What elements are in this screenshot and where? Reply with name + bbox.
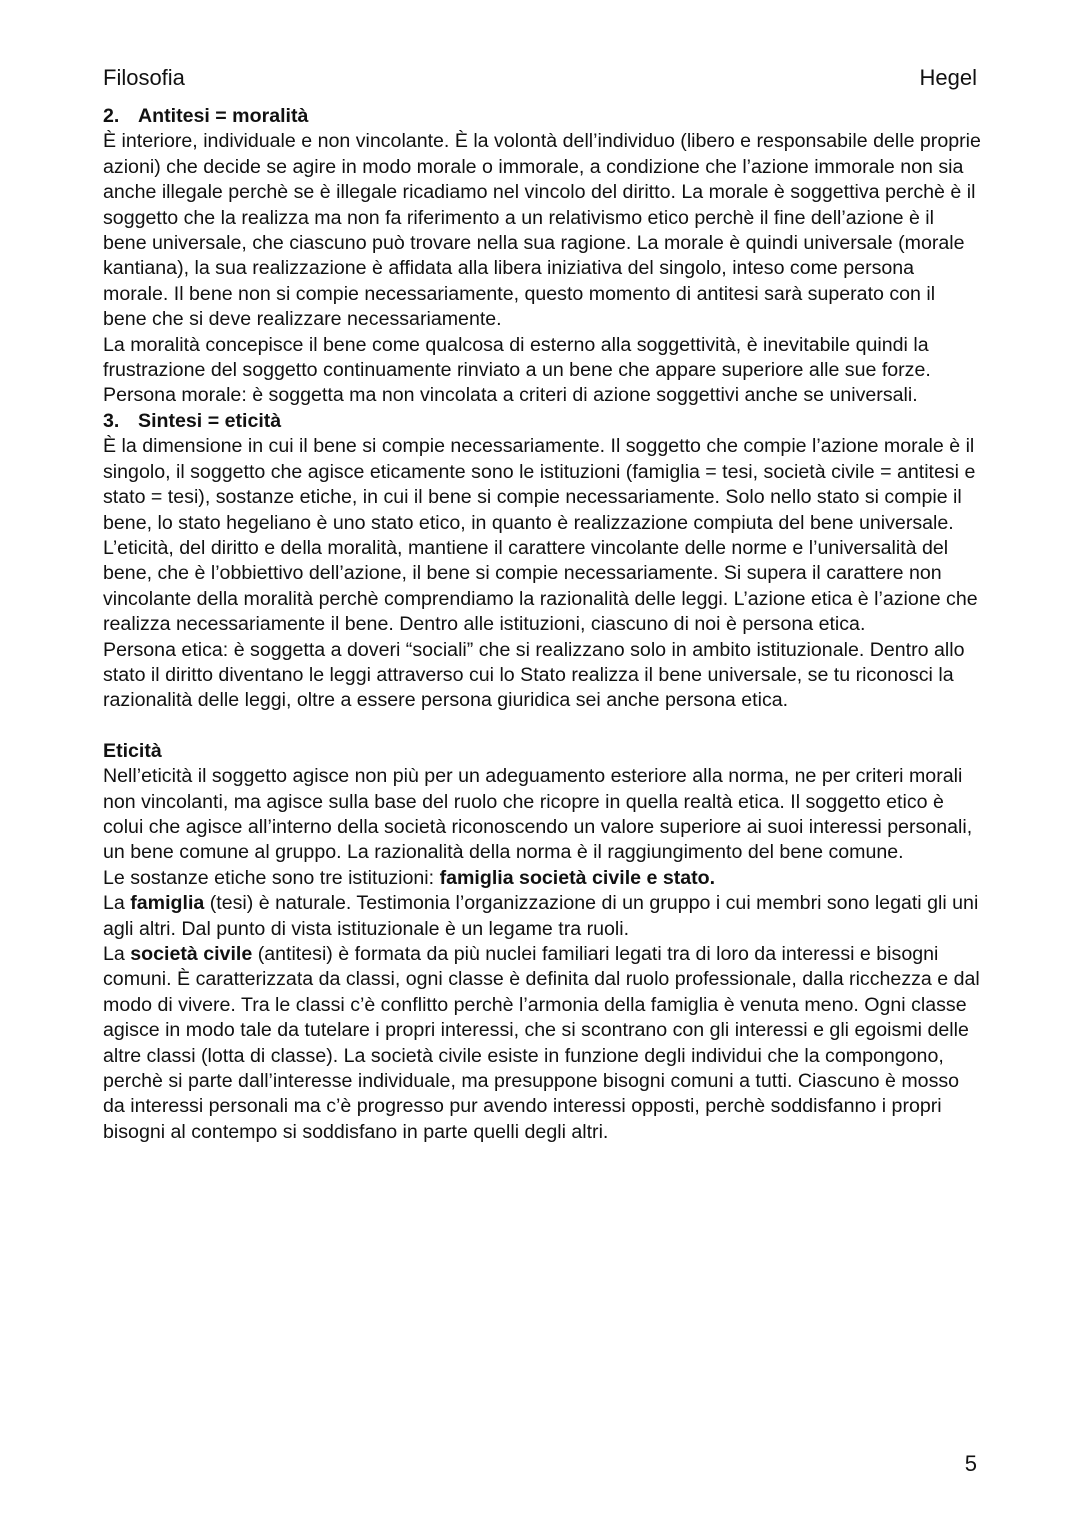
header-topic: Hegel <box>919 65 977 90</box>
eticita-heading: Eticità <box>103 739 162 762</box>
section-2-title: Antitesi = moralità <box>138 105 309 127</box>
section-3-title: Sintesi = eticità <box>138 409 282 432</box>
societa-prefix: La <box>103 943 131 965</box>
eticita-intro: Nell’eticità il soggetto agisce non più per un adeguamento esteriore alla norma, ne per criteri morali non vincolanti, ma agisce sulla base del ruolo che ricopre in quella realtà etica. Il soggetto etico è colui che agisce all’interno della società riconoscendo un valore superiore ai suoi interessi personali, un bene comune al gruppo. La razionalità della norma è il raggiungimento del bene comune. <box>103 765 973 864</box>
famiglia-bold: famiglia <box>130 892 205 915</box>
sostanze-prefix: Le sostanze etiche sono tre istituzioni: <box>103 866 440 889</box>
eticita-sostanze <box>103 866 983 891</box>
famiglia-prefix: La <box>103 892 131 915</box>
section-2-number: 2. <box>103 105 120 127</box>
eticita-famiglia <box>103 891 983 942</box>
section-3-number: 3. <box>103 409 120 432</box>
section-3-paragraph-1: È la dimensione in cui il bene si compie necessariamente. Il soggetto che compie l’azione morale è il singolo, il soggetto che agisce eticamente sono le istituzioni (famiglia = tesi, società civile = antitesi e stato = tesi), sostanze etiche, in cui il bene si compie necessariamente. Solo nello stato si compie il bene, lo stato hegeliano è uno stato etico, in quanto è realizzazione compiuta del bene universale. <box>103 435 976 534</box>
header-subject: Filosofia <box>103 65 185 90</box>
page-number: 5 <box>964 1451 977 1476</box>
societa-bold: società civile <box>130 943 253 965</box>
section-spacer <box>103 714 983 739</box>
eticita-societa <box>103 942 983 1145</box>
section-3-heading <box>103 409 983 434</box>
societa-text: (antitesi) è formata da più nuclei familiari legati tra di loro da interessi e bisogni comuni. È caratterizzata da classi, ogni classe è definita dal ruolo professionale, dalla ricchezza e dal modo di vivere. Tra le classi c’è conflitto perchè l’armonia della famiglia è venuta meno. Ogni classe agisce in modo tale da tutelare i propri interessi, che si scontrano con gli interessi e gli egoismi delle altre classi (lotta di classe). La società civile esiste in funzione degli individui che la compongono, perchè si parte dall’interesse individuale, ma presuppone bisogni comuni a tutti. Ciascuno è mosso da interessi personali ma c’è progresso pur avendo interessi opposti, perchè soddisfanno i propri bisogni al contempo si soddisfano in parte quelli degli altri. <box>103 943 980 1143</box>
famiglia-text: (tesi) è naturale. Testimonia l’organizzazione di un gruppo i cui membri sono legati gli uni agli altri. Dal punto di vista istituzionale è un legame tra ruoli. <box>103 892 979 940</box>
section-3-paragraph-3: Persona etica: è soggetta a doveri “sociali” che si realizzano solo in ambito istituzionale. Dentro allo stato il diritto diventano le leggi attraverso cui lo Stato realizza il bene universale, se tu riconosci la razionalità delle leggi, oltre a essere persona giuridica sei anche persona etica. <box>103 638 965 712</box>
section-2-paragraph-3: Persona morale: è soggetta ma non vincolata a criteri di azione soggettivi anche se universali. <box>103 384 918 407</box>
section-3-paragraph-2: L’eticità, del diritto e della moralità, mantiene il carattere vincolante delle norme e l’universalità del bene, che è l’obbiettivo dell’azione, il bene si compie necessariamente. Si supera il carattere non vincolante della moralità perchè comprendiamo la razionalità delle leggi. L’azione etica è l’azione che realizza necessariamente il bene. Dentro alle istituzioni, ciascuno di noi è persona etica. <box>103 536 978 636</box>
section-2-paragraph-1: È interiore, individuale e non vincolante. È la volontà dell’individuo (libero e responsabile delle proprie azioni) che decide se agire in modo morale o immorale, a condizione che l’azione immorale non sia anche illegale perchè se è illegale ricadiamo nel vincolo del diritto. La morale è soggettiva perchè è il soggetto che la realizza ma non fa riferimento a un relativismo etico perchè il fine dell’azione è il bene universale, che ciascuno può trovare nella sua ragione. La morale è quindi universale (morale kantiana), la sua realizzazione è affidata alla libera iniziativa del singolo, inteso come persona morale. Il bene non si compie necessariamente, questo momento di antitesi sarà superato con il bene che si deve realizzare necessariamente. <box>103 130 981 331</box>
section-2-heading <box>103 104 983 129</box>
document-body <box>103 104 983 1145</box>
sostanze-suffix: . <box>709 866 716 889</box>
section-2-paragraph-2: La moralità concepisce il bene come qualcosa di esterno alla soggettività, è inevitabile quindi la frustrazione del soggetto continuamente rinviato a un bene che appare superiore alle sue forze. <box>103 333 931 382</box>
sostanze-bold: famiglia società civile e stato <box>439 866 710 889</box>
